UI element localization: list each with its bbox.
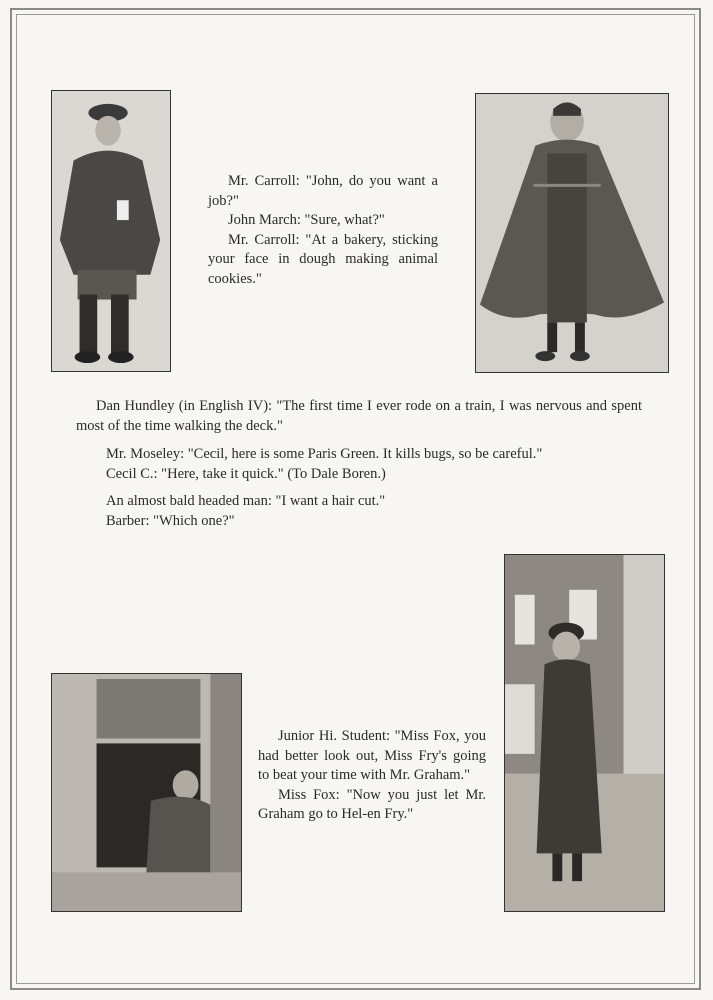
dialogue-line-student: Junior Hi. Student: "Miss Fox, you had better look out, Miss Fry's going to beat your time with Mr. Graham." (258, 728, 486, 783)
joke-line-bald-man: An almost bald headed man: "I want a hair cut." (106, 493, 386, 509)
dialogue-line-miss-fox: Miss Fox: "Now you just let Mr. Graham go to Hel-en Fry." (258, 786, 486, 822)
joke-line-barber: Barber: "Which one?" (106, 512, 235, 529)
joke-paris-green (106, 445, 666, 484)
joke-dan-hundley (76, 397, 642, 436)
top-dialogue-line: John March: "Sure, what?" (228, 212, 385, 228)
top-dialogue-line: Mr. Carroll: "At a bakery, sticking your face in dough making animal cookies." (208, 231, 438, 287)
photo-boy-in-cap (51, 90, 171, 372)
bottom-dialogue (258, 727, 486, 825)
joke-text: Dan Hundley (in English IV): "The first time I ever rode on a train, I was nervous and spent most of the time walking the deck." (76, 398, 642, 434)
joke-line-cecil: Cecil C.: "Here, take it quick." (To Dale Boren.) (106, 465, 386, 482)
top-dialogue (208, 172, 438, 289)
photo-woman-in-hat (504, 554, 665, 912)
photo-girl-in-coat (475, 93, 669, 373)
photo-man-at-window (51, 673, 242, 912)
joke-line-moseley: Mr. Moseley: "Cecil, here is some Paris Green. It kills bugs, so be careful." (106, 446, 543, 462)
joke-hair-cut (106, 492, 646, 531)
top-dialogue-line: Mr. Carroll: "John, do you want a job?" (208, 173, 438, 209)
